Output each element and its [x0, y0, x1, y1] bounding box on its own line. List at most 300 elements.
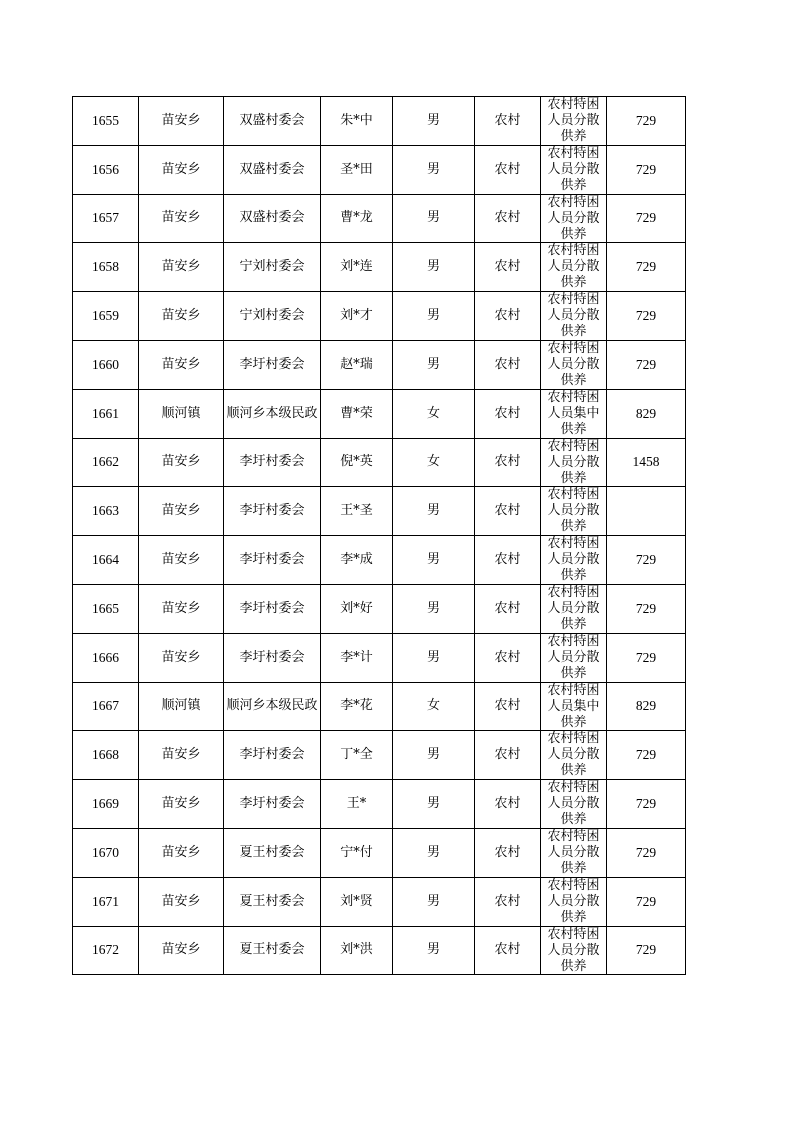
cell-gender-text: 男	[426, 844, 440, 860]
cell-category-text: 农村特困人员分散供养	[547, 487, 600, 535]
cell-gender-text: 男	[426, 796, 440, 812]
cell-id	[73, 340, 139, 389]
cell-area-text: 农村	[494, 405, 521, 421]
cell-category-text: 农村特困人员集中供养	[547, 682, 600, 730]
cell-id	[73, 877, 139, 926]
cell-id	[73, 584, 139, 633]
cell-area	[475, 828, 541, 877]
cell-town-text: 苗安乡	[161, 844, 201, 860]
cell-town	[139, 292, 224, 341]
cell-amount	[607, 292, 686, 341]
cell-id-text: 1666	[92, 649, 119, 665]
cell-id	[73, 926, 139, 975]
cell-gender	[393, 828, 475, 877]
cell-area	[475, 731, 541, 780]
cell-unit	[224, 731, 321, 780]
cell-id	[73, 292, 139, 341]
cell-amount-text: 729	[635, 210, 657, 226]
cell-amount	[607, 438, 686, 487]
cell-id-text: 1657	[92, 210, 119, 226]
cell-unit	[224, 243, 321, 292]
cell-name-text: 赵*瑞	[340, 356, 373, 372]
cell-town-text: 顺河镇	[161, 405, 201, 421]
table-row	[73, 633, 686, 682]
cell-id-text: 1664	[92, 552, 119, 568]
table-row	[73, 877, 686, 926]
table-row	[73, 389, 686, 438]
cell-area-text: 农村	[494, 356, 521, 372]
cell-name-text: 刘*贤	[340, 893, 373, 909]
cell-id	[73, 633, 139, 682]
cell-amount-text: 729	[635, 942, 657, 958]
cell-town-text: 苗安乡	[161, 747, 201, 763]
cell-category-text: 农村特困人员分散供养	[547, 292, 600, 340]
cell-id-text: 1663	[92, 503, 119, 519]
cell-gender	[393, 584, 475, 633]
cell-unit-text: 夏王村委会	[239, 844, 305, 860]
cell-id	[73, 731, 139, 780]
cell-category-text: 农村特困人员分散供养	[547, 145, 600, 193]
cell-gender	[393, 389, 475, 438]
cell-category-text: 农村特困人员分散供养	[547, 97, 600, 144]
cell-name-text: 倪*英	[340, 454, 373, 470]
cell-name	[321, 536, 393, 585]
cell-gender-text: 女	[426, 454, 440, 470]
cell-town	[139, 877, 224, 926]
cell-area	[475, 389, 541, 438]
cell-name-text: 李*花	[340, 698, 373, 714]
cell-category	[541, 97, 607, 146]
cell-unit-text: 李圩村委会	[239, 796, 305, 812]
cell-area	[475, 292, 541, 341]
cell-town	[139, 731, 224, 780]
cell-gender	[393, 780, 475, 829]
cell-area	[475, 633, 541, 682]
cell-category-text: 农村特困人员分散供养	[547, 633, 600, 681]
cell-name-text: 曹*龙	[340, 210, 373, 226]
cell-area-text: 农村	[494, 844, 521, 860]
table-row	[73, 194, 686, 243]
cell-town-text: 苗安乡	[161, 356, 201, 372]
cell-name-text: 刘*好	[340, 600, 373, 616]
cell-amount	[607, 828, 686, 877]
cell-town-text: 苗安乡	[161, 210, 201, 226]
cell-town-text: 苗安乡	[161, 112, 201, 128]
cell-area	[475, 97, 541, 146]
cell-name-text: 王*圣	[340, 503, 373, 519]
table-row	[73, 926, 686, 975]
cell-name	[321, 389, 393, 438]
cell-category-text: 农村特困人员分散供养	[547, 780, 600, 828]
cell-gender-text: 男	[426, 942, 440, 958]
cell-town-text: 苗安乡	[161, 503, 201, 519]
cell-category	[541, 194, 607, 243]
cell-unit	[224, 682, 321, 731]
cell-area-text: 农村	[494, 161, 521, 177]
cell-area-text: 农村	[494, 649, 521, 665]
cell-id-text: 1665	[92, 600, 119, 616]
cell-unit	[224, 292, 321, 341]
cell-area-text: 农村	[494, 600, 521, 616]
cell-category-text: 农村特困人员分散供养	[547, 243, 600, 291]
cell-area	[475, 194, 541, 243]
cell-gender	[393, 682, 475, 731]
cell-town	[139, 584, 224, 633]
table-row	[73, 145, 686, 194]
cell-town-text: 苗安乡	[161, 161, 201, 177]
cell-gender-text: 男	[426, 308, 440, 324]
cell-amount-text: 729	[635, 308, 657, 324]
cell-category-text: 农村特困人员分散供养	[547, 438, 600, 486]
cell-id	[73, 194, 139, 243]
cell-name-text: 刘*才	[340, 308, 373, 324]
cell-amount	[607, 97, 686, 146]
cell-id	[73, 145, 139, 194]
cell-gender	[393, 731, 475, 780]
cell-gender-text: 男	[426, 503, 440, 519]
cell-amount-text: 729	[635, 356, 657, 372]
cell-category	[541, 731, 607, 780]
cell-amount-text: 729	[635, 747, 657, 763]
cell-unit	[224, 438, 321, 487]
cell-area	[475, 536, 541, 585]
cell-amount-text: 729	[635, 112, 657, 128]
cell-gender-text: 男	[426, 600, 440, 616]
cell-town	[139, 438, 224, 487]
cell-unit-text: 夏王村委会	[239, 942, 305, 958]
cell-id	[73, 487, 139, 536]
cell-unit	[224, 926, 321, 975]
cell-area	[475, 243, 541, 292]
cell-amount	[607, 243, 686, 292]
cell-amount-text: 729	[635, 259, 657, 275]
cell-category-text: 农村特困人员集中供养	[547, 389, 600, 437]
cell-amount	[607, 584, 686, 633]
cell-unit-text: 宁刘村委会	[239, 259, 305, 275]
cell-name-text: 朱*中	[340, 112, 373, 128]
cell-name	[321, 243, 393, 292]
cell-gender	[393, 194, 475, 243]
cell-id-text: 1660	[92, 356, 119, 372]
cell-name	[321, 828, 393, 877]
cell-unit-text: 李圩村委会	[239, 503, 305, 519]
cell-name	[321, 194, 393, 243]
table-row	[73, 780, 686, 829]
cell-unit-text: 双盛村委会	[239, 161, 305, 177]
cell-town-text: 苗安乡	[161, 942, 201, 958]
cell-category	[541, 389, 607, 438]
cell-area-text: 农村	[494, 503, 521, 519]
cell-category	[541, 243, 607, 292]
cell-category-text: 农村特困人员分散供养	[547, 828, 600, 876]
table-row	[73, 536, 686, 585]
cell-gender-text: 男	[426, 893, 440, 909]
cell-id-text: 1662	[92, 454, 119, 470]
cell-area	[475, 340, 541, 389]
cell-gender	[393, 438, 475, 487]
cell-id-text: 1671	[92, 893, 119, 909]
cell-area-text: 农村	[494, 259, 521, 275]
cell-town	[139, 682, 224, 731]
cell-gender	[393, 243, 475, 292]
cell-town-text: 苗安乡	[161, 454, 201, 470]
cell-name-text: 丁*全	[340, 747, 373, 763]
cell-gender	[393, 877, 475, 926]
cell-gender	[393, 487, 475, 536]
cell-name	[321, 145, 393, 194]
table-row	[73, 438, 686, 487]
cell-area	[475, 926, 541, 975]
cell-amount	[607, 389, 686, 438]
cell-gender	[393, 633, 475, 682]
cell-unit	[224, 584, 321, 633]
cell-category-text: 农村特困人员分散供养	[547, 194, 600, 242]
cell-gender-text: 男	[426, 649, 440, 665]
cell-town	[139, 828, 224, 877]
cell-area-text: 农村	[494, 747, 521, 763]
cell-town	[139, 487, 224, 536]
cell-amount-text: 729	[635, 600, 657, 616]
cell-id	[73, 682, 139, 731]
cell-gender-text: 男	[426, 356, 440, 372]
table-row	[73, 487, 686, 536]
cell-area-text: 农村	[494, 796, 521, 812]
cell-area	[475, 487, 541, 536]
cell-town-text: 苗安乡	[161, 552, 201, 568]
cell-gender	[393, 926, 475, 975]
cell-category-text: 农村特困人员分散供养	[547, 731, 600, 779]
cell-category-text: 农村特困人员分散供养	[547, 877, 600, 925]
cell-town-text: 苗安乡	[161, 893, 201, 909]
cell-amount	[607, 487, 686, 536]
cell-unit	[224, 633, 321, 682]
cell-gender-text: 男	[426, 552, 440, 568]
cell-unit-text: 李圩村委会	[239, 552, 305, 568]
cell-unit-text: 双盛村委会	[239, 112, 305, 128]
cell-id-text: 1667	[92, 698, 119, 714]
cell-category	[541, 536, 607, 585]
cell-name	[321, 780, 393, 829]
cell-gender-text: 男	[426, 747, 440, 763]
cell-amount-text: 729	[635, 893, 657, 909]
cell-town-text: 苗安乡	[161, 259, 201, 275]
cell-area	[475, 877, 541, 926]
cell-id-text: 1656	[92, 161, 119, 177]
cell-id-text: 1668	[92, 747, 119, 763]
cell-name	[321, 731, 393, 780]
cell-category-text: 农村特困人员分散供养	[547, 340, 600, 388]
cell-name-text: 李*计	[340, 649, 373, 665]
cell-category	[541, 438, 607, 487]
cell-category-text: 农村特困人员分散供养	[547, 926, 600, 974]
cell-town-text: 苗安乡	[161, 600, 201, 616]
data-table	[72, 96, 686, 975]
cell-id-text: 1661	[92, 405, 119, 421]
cell-unit	[224, 97, 321, 146]
cell-amount-text: 829	[635, 405, 657, 421]
cell-area-text: 农村	[494, 893, 521, 909]
cell-id-text: 1670	[92, 844, 119, 860]
cell-name-text: 宁*付	[340, 844, 373, 860]
cell-town-text: 苗安乡	[161, 308, 201, 324]
cell-category-text: 农村特困人员分散供养	[547, 584, 600, 632]
cell-unit-text: 顺河乡本级民政	[226, 405, 318, 421]
cell-amount	[607, 340, 686, 389]
cell-area	[475, 584, 541, 633]
table-row	[73, 340, 686, 389]
cell-unit	[224, 536, 321, 585]
cell-name	[321, 97, 393, 146]
cell-town-text: 顺河镇	[161, 698, 201, 714]
cell-gender	[393, 340, 475, 389]
cell-category	[541, 780, 607, 829]
cell-gender	[393, 536, 475, 585]
cell-town	[139, 536, 224, 585]
cell-town	[139, 243, 224, 292]
table-row	[73, 731, 686, 780]
cell-unit-text: 李圩村委会	[239, 600, 305, 616]
table-row	[73, 243, 686, 292]
cell-unit-text: 夏王村委会	[239, 893, 305, 909]
cell-unit	[224, 194, 321, 243]
cell-gender-text: 男	[426, 210, 440, 226]
cell-town	[139, 340, 224, 389]
cell-amount	[607, 731, 686, 780]
cell-amount-text: 729	[635, 552, 657, 568]
table-row	[73, 828, 686, 877]
cell-area	[475, 145, 541, 194]
cell-category	[541, 877, 607, 926]
cell-amount-text: 729	[635, 649, 657, 665]
cell-area-text: 农村	[494, 112, 521, 128]
cell-unit	[224, 340, 321, 389]
cell-area	[475, 682, 541, 731]
table-row	[73, 584, 686, 633]
cell-amount	[607, 926, 686, 975]
cell-gender	[393, 145, 475, 194]
cell-gender	[393, 97, 475, 146]
table-row	[73, 682, 686, 731]
cell-unit	[224, 828, 321, 877]
cell-unit-text: 宁刘村委会	[239, 308, 305, 324]
cell-name-text: 刘*连	[340, 259, 373, 275]
cell-id-text: 1669	[92, 796, 119, 812]
cell-category	[541, 926, 607, 975]
cell-unit	[224, 877, 321, 926]
cell-amount	[607, 145, 686, 194]
cell-amount	[607, 877, 686, 926]
cell-area-text: 农村	[494, 942, 521, 958]
cell-name	[321, 877, 393, 926]
cell-unit	[224, 780, 321, 829]
cell-amount	[607, 194, 686, 243]
cell-category	[541, 584, 607, 633]
cell-area-text: 农村	[494, 210, 521, 226]
cell-name	[321, 633, 393, 682]
cell-category	[541, 682, 607, 731]
cell-amount-text: 829	[635, 698, 657, 714]
cell-name-text: 刘*洪	[340, 942, 373, 958]
cell-unit-text: 双盛村委会	[239, 210, 305, 226]
cell-id	[73, 536, 139, 585]
cell-id	[73, 438, 139, 487]
cell-category-text: 农村特困人员分散供养	[547, 536, 600, 584]
cell-name-text: 李*成	[340, 552, 373, 568]
cell-id-text: 1655	[92, 112, 119, 128]
cell-area-text: 农村	[494, 308, 521, 324]
cell-town	[139, 633, 224, 682]
cell-amount	[607, 633, 686, 682]
cell-name	[321, 438, 393, 487]
cell-amount	[607, 780, 686, 829]
cell-area-text: 农村	[494, 698, 521, 714]
cell-name	[321, 682, 393, 731]
cell-category	[541, 145, 607, 194]
cell-area	[475, 438, 541, 487]
cell-unit	[224, 389, 321, 438]
cell-town	[139, 97, 224, 146]
table-row	[73, 292, 686, 341]
cell-name	[321, 926, 393, 975]
cell-amount	[607, 536, 686, 585]
cell-id	[73, 97, 139, 146]
cell-name	[321, 292, 393, 341]
cell-town-text: 苗安乡	[161, 796, 201, 812]
cell-name	[321, 487, 393, 536]
cell-id-text: 1658	[92, 259, 119, 275]
cell-unit-text: 李圩村委会	[239, 454, 305, 470]
cell-id-text: 1659	[92, 308, 119, 324]
cell-gender-text: 女	[426, 698, 440, 714]
cell-town	[139, 389, 224, 438]
cell-area	[475, 780, 541, 829]
cell-amount-text: 729	[635, 844, 657, 860]
cell-unit	[224, 145, 321, 194]
cell-amount-text: 1458	[632, 454, 660, 470]
cell-name-text: 曹*荣	[340, 405, 373, 421]
cell-unit-text: 李圩村委会	[239, 356, 305, 372]
cell-name	[321, 584, 393, 633]
cell-gender-text: 男	[426, 259, 440, 275]
cell-town	[139, 145, 224, 194]
cell-name-text: 王*	[346, 796, 367, 812]
cell-unit-text: 顺河乡本级民政	[226, 698, 318, 714]
cell-gender-text: 女	[426, 405, 440, 421]
cell-amount-text: 729	[635, 161, 657, 177]
cell-category	[541, 292, 607, 341]
cell-unit	[224, 487, 321, 536]
cell-id	[73, 243, 139, 292]
cell-name-text: 圣*田	[340, 161, 373, 177]
cell-name	[321, 340, 393, 389]
cell-unit-text: 李圩村委会	[239, 747, 305, 763]
cell-id	[73, 780, 139, 829]
cell-amount-text: 729	[635, 796, 657, 812]
cell-id	[73, 389, 139, 438]
cell-gender	[393, 292, 475, 341]
cell-id	[73, 828, 139, 877]
cell-gender-text: 男	[426, 112, 440, 128]
cell-gender-text: 男	[426, 161, 440, 177]
cell-town	[139, 780, 224, 829]
cell-id-text: 1672	[92, 942, 119, 958]
table-row	[73, 97, 686, 146]
cell-unit-text: 李圩村委会	[239, 649, 305, 665]
cell-area-text: 农村	[494, 552, 521, 568]
cell-category	[541, 340, 607, 389]
cell-amount	[607, 682, 686, 731]
cell-town-text: 苗安乡	[161, 649, 201, 665]
